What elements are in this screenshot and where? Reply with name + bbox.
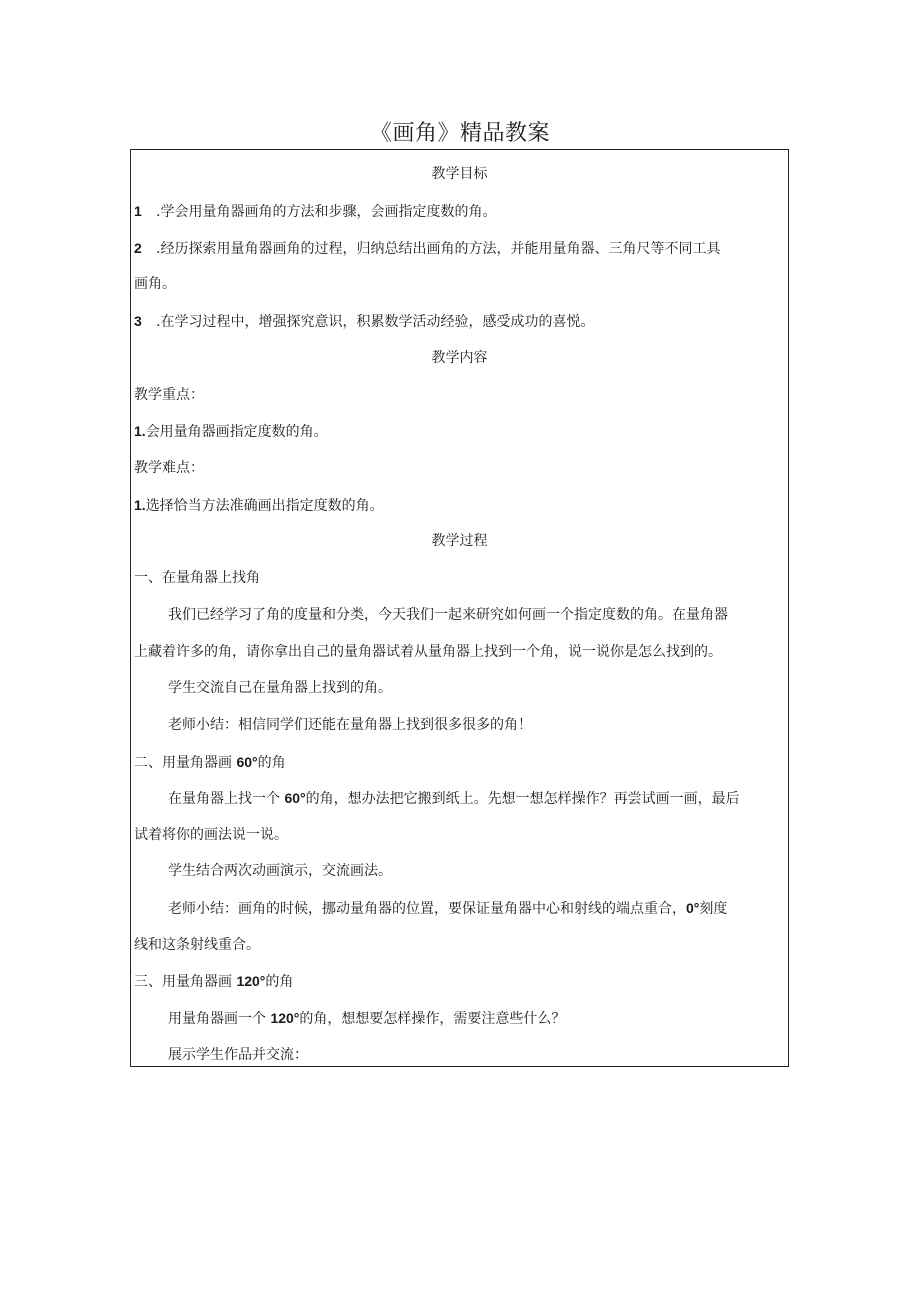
difficulty-text: 选择恰当方法准确画出指定度数的角。: [145, 498, 384, 514]
goal-item-3: [134, 311, 594, 332]
goal-text: .在学习过程中，增强探究意识，积累数学活动经验，感受成功的喜悦。: [156, 314, 595, 330]
part2-p1-text: 在量角器上找一个: [168, 791, 285, 807]
process-heading: 教学过程: [431, 533, 488, 549]
goal-number: 3: [134, 313, 142, 329]
key-point-text: 会用量角器画指定度数的角。: [145, 424, 328, 440]
part1-paragraph-1-continued: 上藏着许多的角，请你拿出自己的量角器试着从量角器上找到一个角，说一说你是怎么找到的。: [134, 644, 722, 660]
difficulty-item: [134, 495, 384, 516]
part3-p1-degree: 120°: [270, 1010, 300, 1026]
part3-title: [134, 971, 293, 992]
goal-number: 2: [134, 240, 142, 256]
part2-title-suffix: 的角: [257, 755, 286, 771]
part3-title-text: 三、用量角器画: [134, 974, 237, 990]
part2-paragraph-1-continued: 试着将你的画法说一说。: [134, 827, 288, 843]
part3-paragraph-2: 展示学生作品并交流：: [168, 1047, 308, 1063]
key-point-number: 1.: [134, 423, 146, 439]
part2-title: [134, 752, 286, 773]
lesson-plan-table: [130, 149, 789, 1067]
goal-item-2: [134, 238, 720, 259]
goal-item-1: [134, 201, 496, 222]
part1-paragraph-2: 学生交流自己在量角器上找到的角。: [168, 680, 392, 696]
part3-p1-text: 用量角器画一个: [168, 1011, 271, 1027]
part2-p1-degree: 60°: [284, 790, 306, 806]
key-point-item: [134, 421, 328, 442]
goal-text: .学会用量角器画角的方法和步骤，会画指定度数的角。: [156, 204, 497, 220]
part2-summary-text: 老师小结：画角的时候，挪动量角器的位置，要保证量角器中心和射线的端点重合，: [168, 901, 686, 917]
document-title: 《画角》精品教案: [369, 121, 550, 146]
part2-paragraph-1: [168, 788, 740, 809]
part3-paragraph-1: [168, 1008, 565, 1029]
part2-p1-text-rest: 的角，想办法把它搬到纸上。先想一想怎样操作？再尝试画一画，最后: [305, 791, 740, 807]
part3-title-suffix: 的角: [265, 974, 294, 990]
part2-summary-text-rest: 刻度: [699, 901, 728, 917]
part1-paragraph-1: 我们已经学习了角的度量和分类，今天我们一起来研究如何画一个指定度数的角。在量角器: [168, 607, 728, 623]
part2-title-text: 二、用量角器画: [134, 755, 237, 771]
goal-item-2-continued: 画角。: [134, 276, 176, 292]
key-points-label: 教学重点：: [134, 387, 204, 403]
part1-title: 一、在量角器上找角: [134, 570, 260, 586]
part3-p1-text-rest: 的角，想想要怎样操作，需要注意些什么？: [299, 1011, 566, 1027]
part2-summary-degree: 0°: [686, 900, 700, 916]
difficulty-label: 教学难点：: [134, 460, 204, 476]
goal-text: .经历探索用量角器画角的过程，归纳总结出画角的方法，并能用量角器、三角尺等不同工具: [156, 241, 721, 257]
part1-summary: 老师小结：相信同学们还能在量角器上找到很多很多的角！: [168, 717, 532, 733]
part2-paragraph-2: 学生结合两次动画演示，交流画法。: [168, 863, 392, 879]
content-heading: 教学内容: [431, 350, 488, 366]
part2-summary-continued: 线和这条射线重合。: [134, 937, 260, 953]
goals-heading: 教学目标: [431, 166, 488, 182]
part2-title-degree: 60°: [236, 754, 258, 770]
difficulty-number: 1.: [134, 497, 146, 513]
part2-summary: [168, 898, 727, 919]
goal-number: 1: [134, 203, 142, 219]
part3-title-degree: 120°: [236, 973, 266, 989]
